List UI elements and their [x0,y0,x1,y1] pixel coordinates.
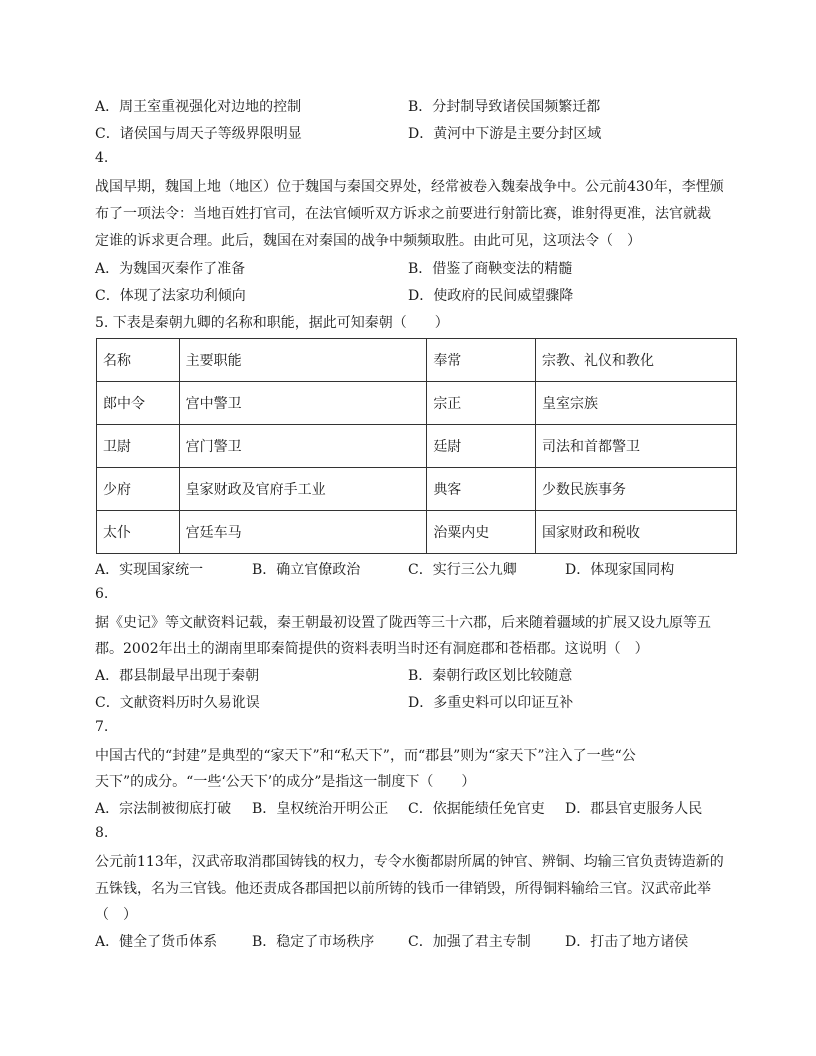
q5-option-c: C．实行三公九卿 [408,562,517,578]
q7-option-d: D．郡县官吏服务人民 [565,801,703,817]
q5-stem: 5. 下表是秦朝九卿的名称和职能，据此可知秦朝（ ） [95,315,449,331]
q8-number: 8. [95,825,109,841]
table-cell: 宫廷车马 [179,511,427,554]
q8-stem-line: 公元前113年，汉武帝取消郡国铸钱的权力，专令水衡都尉所属的钟官、辨铜、均输三官负责铸造新的 [95,854,724,870]
table-cell: 卫尉 [97,425,180,468]
q6-stem-line: 据《史记》等文献资料记载，秦王朝最初设置了陇西等三十六郡，后来随着疆域的扩展又设九原等五 [95,615,711,631]
q4-stem-line: 布了一项法令：当地百姓打官司，在法官倾听双方诉求之前要进行射箭比赛，谁射得更准，法官就裁 [95,206,711,222]
table-row [97,511,737,554]
q4-option-b: B．借鉴了商鞅变法的精髓 [408,261,573,277]
table-cell: 名称 [97,339,180,382]
q3-option-a: A．周王室重视强化对边地的控制 [95,99,302,115]
table-cell: 治粟内史 [427,511,536,554]
table-row [97,425,737,468]
q6-number: 6. [95,586,109,602]
q7-option-a: A．宗法制被彻底打破 [95,801,232,817]
table-cell: 廷尉 [427,425,536,468]
q4-option-c: C．体现了法家功利倾向 [95,288,246,304]
table-cell: 奉常 [427,339,536,382]
q4-option-a: A．为魏国灭秦作了准备 [95,261,246,277]
table-cell: 主要职能 [179,339,427,382]
table-cell: 太仆 [97,511,180,554]
q7-stem-line: 天下”的成分。“一些‘公天下’的成分”是指这一制度下（ ） [95,774,476,790]
q6-option-d: D．多重史料可以印证互补 [408,695,574,711]
q8-option-a: A．健全了货币体系 [95,934,218,950]
q7-number: 7. [95,719,109,735]
q7-option-c: C．依据能绩任免官吏 [408,801,545,817]
q3-option-c: C．诸侯国与周天子等级界限明显 [95,126,302,142]
q6-stem-line: 郡。2002年出土的湖南里耶秦简提供的资料表明当时还有洞庭郡和苍梧郡。这说明（ ） [95,641,649,657]
table-cell: 国家财政和税收 [535,511,736,554]
table-cell: 郎中令 [97,382,180,425]
q4-stem-line: 战国早期，魏国上地（地区）位于魏国与秦国交界处，经常被卷入魏秦战争中。公元前430年，李悝颁 [95,179,724,195]
q6-option-b: B．秦朝行政区划比较随意 [408,668,573,684]
q5-option-d: D．体现家国同构 [565,562,675,578]
table-cell: 少数民族事务 [535,468,736,511]
q6-option-c: C．文献资料历时久易讹误 [95,695,260,711]
q3-option-b: B．分封制导致诸侯国频繁迁都 [408,99,601,115]
table-cell: 宫中警卫 [179,382,427,425]
q7-option-b: B．皇权统治开明公正 [252,801,389,817]
q6-option-a: A．郡县制最早出现于秦朝 [95,668,260,684]
q5-option-b: B．确立官僚政治 [252,562,361,578]
table-row [97,339,737,382]
q4-option-d: D．使政府的民间威望骤降 [408,288,574,304]
q8-option-b: B．稳定了市场秩序 [252,934,375,950]
table-cell: 司法和首都警卫 [535,425,736,468]
table-cell: 宫门警卫 [179,425,427,468]
table-cell: 少府 [97,468,180,511]
table-cell: 宗正 [427,382,536,425]
q8-stem-line: （ ） [95,907,137,923]
q8-option-c: C．加强了君主专制 [408,934,531,950]
nine-ministers-table [96,338,737,554]
table-cell: 典客 [427,468,536,511]
table-row [97,468,737,511]
q8-stem-line: 五铢钱，名为三官钱。他还责成各郡国把以前所铸的钱币一律销毁，所得铜料输给三官。汉武帝此举 [95,881,711,897]
q3-option-d: D．黄河中下游是主要分封区域 [408,126,602,142]
q8-option-d: D．打击了地方诸侯 [565,934,689,950]
q4-stem-line: 定谁的诉求更合理。此后，魏国在对秦国的战争中频频取胜。由此可见，这项法令（ ） [95,233,641,249]
table-cell: 皇室宗族 [535,382,736,425]
table-cell: 宗教、礼仪和教化 [535,339,736,382]
q4-number: 4. [95,150,109,166]
q5-option-a: A．实现国家统一 [95,562,204,578]
table-cell: 皇家财政及官府手工业 [179,468,427,511]
table-row [97,382,737,425]
q7-stem-line: 中国古代的“封建”是典型的“家天下”和“私天下”，而“郡县”则为“家天下”注入了一些“公 [95,748,636,764]
